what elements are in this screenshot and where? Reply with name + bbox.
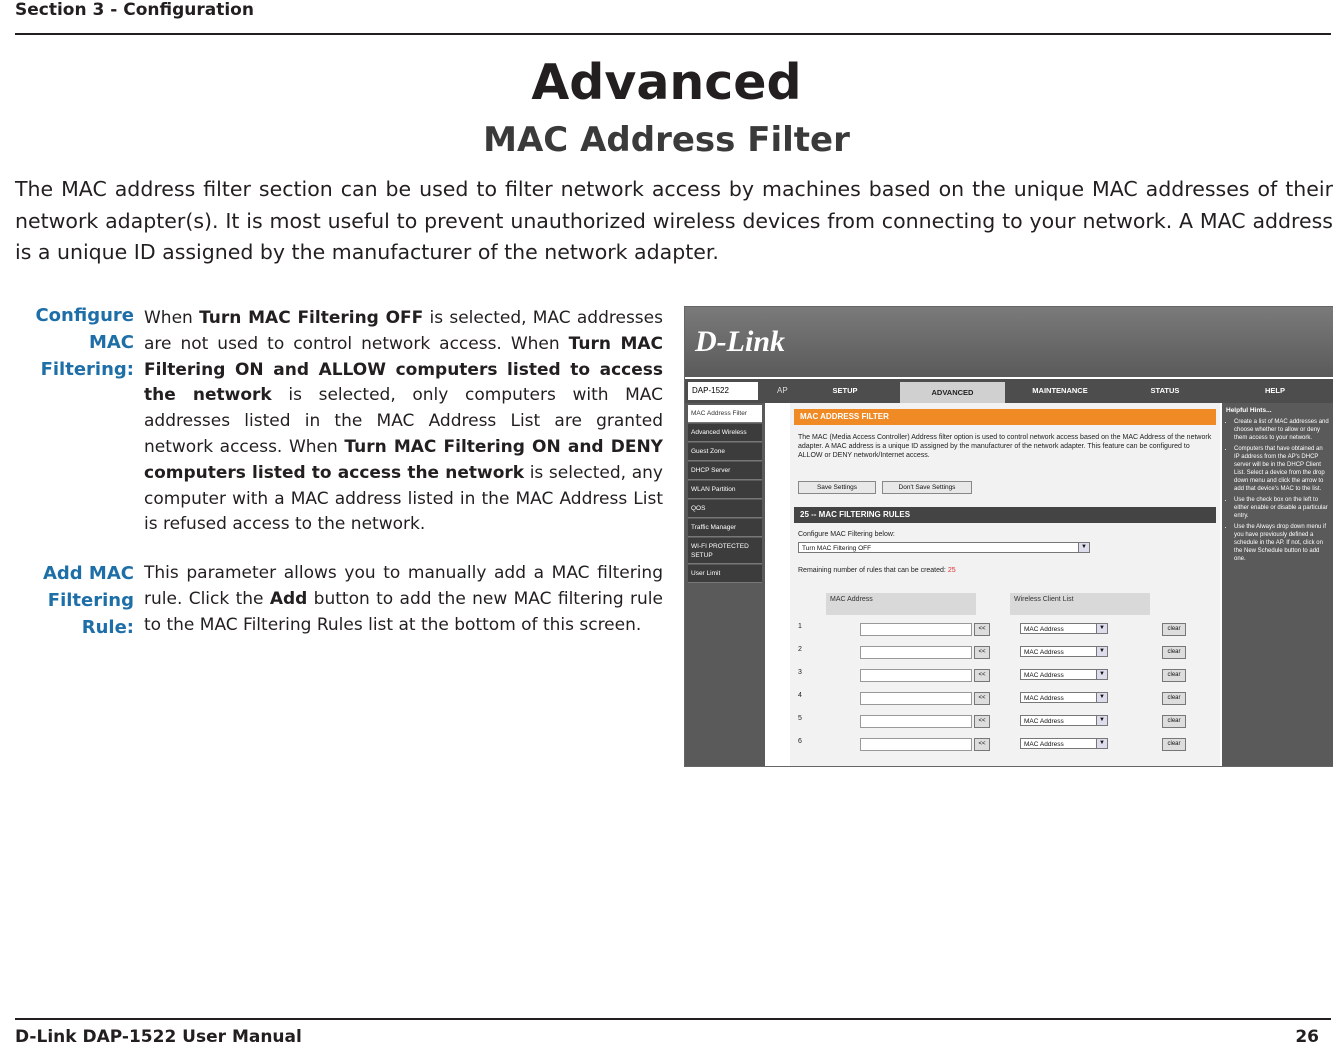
table-row: 2 << MAC Address ▼ clear [790, 641, 1220, 664]
copy-arrow-button[interactable]: << [974, 623, 990, 636]
footer-manual-title: D-Link DAP-1522 User Manual [15, 1027, 302, 1047]
client-select[interactable]: MAC Address ▼ [1020, 623, 1108, 634]
page-subtitle: MAC Address Filter [483, 120, 850, 160]
router-ap-label: AP [777, 386, 788, 395]
chevron-down-icon: ▼ [1096, 624, 1107, 633]
configure-mac-filtering-desc: When Turn MAC Filtering OFF is selected, MAC addresses are not used to control network access. When Turn MAC Filtering ON and ALLOW computers listed to access the network is selected, only computers with MAC addresses listed in the MAC Address List are granted network access. When Turn MAC Filtering ON and DENY computers listed to access the network is selected, any computer with a MAC address listed in the MAC Address List is refused access to the network. [144, 308, 664, 535]
col-wireless-client-list: Wireless Client List [1010, 593, 1150, 615]
chevron-down-icon: ▼ [1096, 647, 1107, 656]
router-main-panel [790, 403, 1220, 766]
copy-arrow-button[interactable]: << [974, 715, 990, 728]
client-select[interactable]: MAC Address ▼ [1020, 715, 1108, 726]
rules-section-title: 25 -- MAC FILTERING RULES [794, 507, 1216, 523]
chevron-down-icon: ▼ [1096, 693, 1107, 702]
copy-arrow-button[interactable]: << [974, 646, 990, 659]
configure-label: Configure MAC Filtering below: [798, 531, 895, 538]
router-left-menu [685, 403, 765, 766]
mac-address-input[interactable] [860, 692, 972, 705]
bottom-divider [15, 1018, 1331, 1020]
configure-mac-filtering-select[interactable]: Turn MAC Filtering OFF ▼ [798, 542, 1090, 553]
hint-item: • Create a list of MAC addresses and choose whether to allow or deny them access to your network. [1234, 418, 1329, 442]
hint-item: • Use the Always drop down menu if you have previously defined a schedule in the AP. If not, click on the New Schedule button to add one. [1234, 523, 1329, 563]
page-number: 26 [1295, 1027, 1319, 1047]
tab-status[interactable]: STATUS [1150, 386, 1180, 395]
copy-arrow-button[interactable]: << [974, 738, 990, 751]
mac-filter-section-desc: The MAC (Media Access Controller) Address filter option is used to control network access based on the MAC Address of the network adapter. A MAC address is a unique ID assigned by the manufacturer of the network adapter. This feature can be configured to ALLOW or DENY network/Internet access. [798, 434, 1212, 459]
tab-advanced[interactable]: ADVANCED [900, 382, 1005, 403]
menu-traffic-manager[interactable]: Traffic Manager [688, 519, 762, 537]
table-row: 1 << MAC Address ▼ clear [790, 618, 1220, 641]
tab-help[interactable]: HELP [1264, 386, 1285, 395]
chevron-down-icon: ▼ [1096, 670, 1107, 679]
menu-qos[interactable]: QOS [688, 500, 762, 518]
menu-advanced-wireless[interactable]: Advanced Wireless [688, 424, 762, 442]
intro-paragraph: The MAC address filter section can be used to filter network access by machines based on the unique MAC addresses of their network adapter(s). It is most useful to prevent unauthorized wireless devices from connecting to your network. A MAC address is a unique ID assigned by the manufacturer of the network adapter. [15, 177, 1333, 264]
table-row: 4 << MAC Address ▼ clear [790, 687, 1220, 710]
menu-dhcp-server[interactable]: DHCP Server [688, 462, 762, 480]
clear-button[interactable]: clear [1162, 669, 1186, 682]
clear-button[interactable]: clear [1162, 646, 1186, 659]
tab-maintenance[interactable]: MAINTENANCE [1032, 386, 1088, 395]
mac-filter-section-title: MAC ADDRESS FILTER [794, 409, 1216, 425]
clear-button[interactable]: clear [1162, 692, 1186, 705]
dont-save-settings-button[interactable]: Don't Save Settings [882, 481, 972, 494]
dlink-logo: D-Link [695, 325, 785, 358]
mac-address-input[interactable] [860, 715, 972, 728]
router-model: DAP-1522 [688, 382, 758, 400]
chevron-down-icon: ▼ [1096, 716, 1107, 725]
client-select[interactable]: MAC Address ▼ [1020, 646, 1108, 657]
clear-button[interactable]: clear [1162, 715, 1186, 728]
client-select[interactable]: MAC Address ▼ [1020, 669, 1108, 680]
menu-wifi-protected-setup[interactable]: WI-FI PROTECTED SETUP [688, 538, 762, 564]
router-banner [685, 307, 1333, 377]
copy-arrow-button[interactable]: << [974, 669, 990, 682]
mac-address-input[interactable] [860, 646, 972, 659]
hint-item: • Computers that have obtained an IP address from the AP's DHCP server will be in the DHCP Client List. Select a device from the drop down menu and click the arrow to add that device's MAC to the list. [1234, 445, 1329, 493]
table-row: 5 << MAC Address ▼ clear [790, 710, 1220, 733]
mac-address-input[interactable] [860, 669, 972, 682]
client-select[interactable]: MAC Address ▼ [1020, 692, 1108, 703]
col-mac-address: MAC Address [826, 593, 976, 615]
helpful-hints-title: Helpful Hints... [1226, 407, 1272, 414]
client-select[interactable]: MAC Address ▼ [1020, 738, 1108, 749]
add-mac-filtering-rule-label: Add MAC Filtering Rule: [42, 563, 134, 638]
menu-guest-zone[interactable]: Guest Zone [688, 443, 762, 461]
helpful-hints-panel [1222, 403, 1333, 766]
table-row: 6 << MAC Address ▼ clear [790, 733, 1220, 756]
clear-button[interactable]: clear [1162, 738, 1186, 751]
mac-address-input[interactable] [860, 623, 972, 636]
clear-button[interactable]: clear [1162, 623, 1186, 636]
chevron-down-icon: ▼ [1096, 739, 1107, 748]
top-divider [15, 33, 1331, 35]
router-screenshot [684, 306, 1333, 767]
menu-wlan-partition[interactable]: WLAN Partition [688, 481, 762, 499]
save-settings-button[interactable]: Save Settings [798, 481, 876, 494]
copy-arrow-button[interactable]: << [974, 692, 990, 705]
tab-setup[interactable]: SETUP [832, 386, 858, 395]
section-title: Section 3 - Configuration [15, 0, 254, 20]
chevron-down-icon: ▼ [1078, 543, 1089, 552]
page-title: Advanced [531, 54, 802, 111]
hint-item: • Use the check box on the left to either enable or disable a particular entry. [1234, 496, 1329, 520]
remaining-rules: Remaining number of rules that can be created: 25 [798, 567, 956, 574]
add-mac-filtering-rule-desc: This parameter allows you to manually add a MAC filtering rule. Click the Add button to add the new MAC filtering rule to the MAC Filtering Rules list at the bottom of this screen. [144, 563, 663, 635]
table-row: 3 << MAC Address ▼ clear [790, 664, 1220, 687]
mac-address-input[interactable] [860, 738, 972, 751]
menu-user-limit[interactable]: User Limit [688, 565, 762, 583]
configure-mac-filtering-label: Configure MAC Filtering: [35, 305, 134, 380]
menu-mac-address-filter[interactable]: MAC Address Filter [688, 405, 762, 423]
